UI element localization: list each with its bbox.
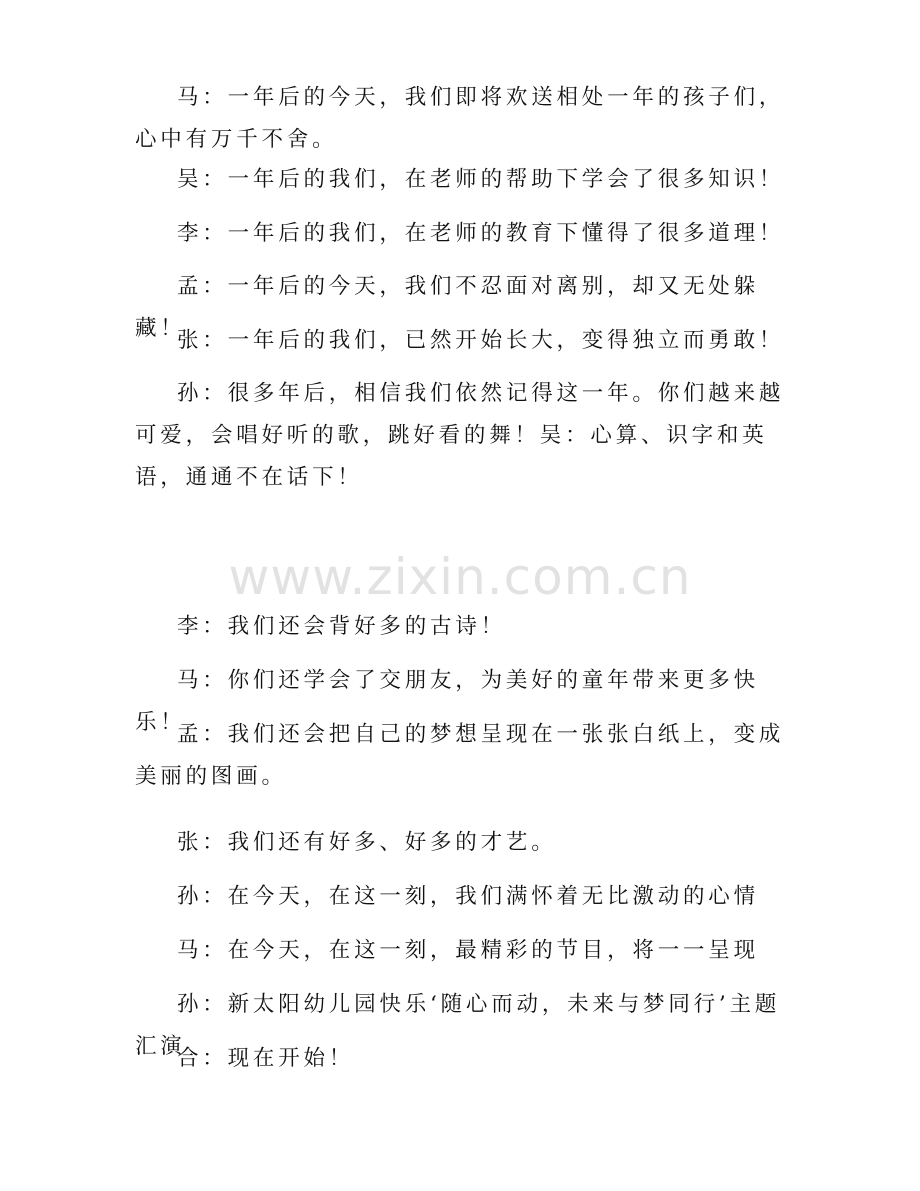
paragraph-sun-3: 孙：新太阳幼儿园快乐‘随心而动，未来与梦同行’主题汇演 [135, 992, 781, 1059]
paragraph-zhang-2: 张：我们还有好多、好多的才艺。 [177, 830, 557, 855]
paragraph-he: 合：现在开始！ [177, 1046, 355, 1071]
watermark: www.zixin.com.cn [228, 548, 692, 606]
paragraph-wu-1: 吴：一年后的我们，在老师的帮助下学会了很多知识！ [177, 167, 785, 192]
paragraph-ma-3: 马：在今天，在这一刻，最精彩的节目，将一一呈现 [177, 938, 759, 963]
paragraph-meng-2: 孟：我们还会把自己的梦想呈现在一张张白纸上，变成美丽的图画。 [135, 722, 785, 789]
paragraph-sun-1: 孙：很多年后，相信我们依然记得这一年。你们越来越可爱，会唱好听的歌，跳好看的舞！吴：心算、识字和英语，通通不在话下！ [135, 381, 785, 490]
paragraph-meng-1: 孟：一年后的今天，我们不忍面对离别，却又无处躲藏！ [135, 274, 759, 341]
paragraph-zhang-1: 张：一年后的我们，已然开始长大，变得独立而勇敢！ [177, 328, 785, 353]
paragraph-li-1: 李：一年后的我们，在老师的教育下懂得了很多道理！ [177, 221, 785, 246]
paragraph-sun-2: 孙：在今天，在这一刻，我们满怀着无比激动的心情 [177, 884, 759, 909]
paragraph-li-2: 李：我们还会背好多的古诗！ [177, 614, 506, 639]
paragraph-ma-2: 马：你们还学会了交朋友，为美好的童年带来更多快乐！ [135, 668, 759, 735]
paragraph-ma-1: 马：一年后的今天，我们即将欢送相处一年的孩子们，心中有万千不舍。 [135, 85, 785, 152]
